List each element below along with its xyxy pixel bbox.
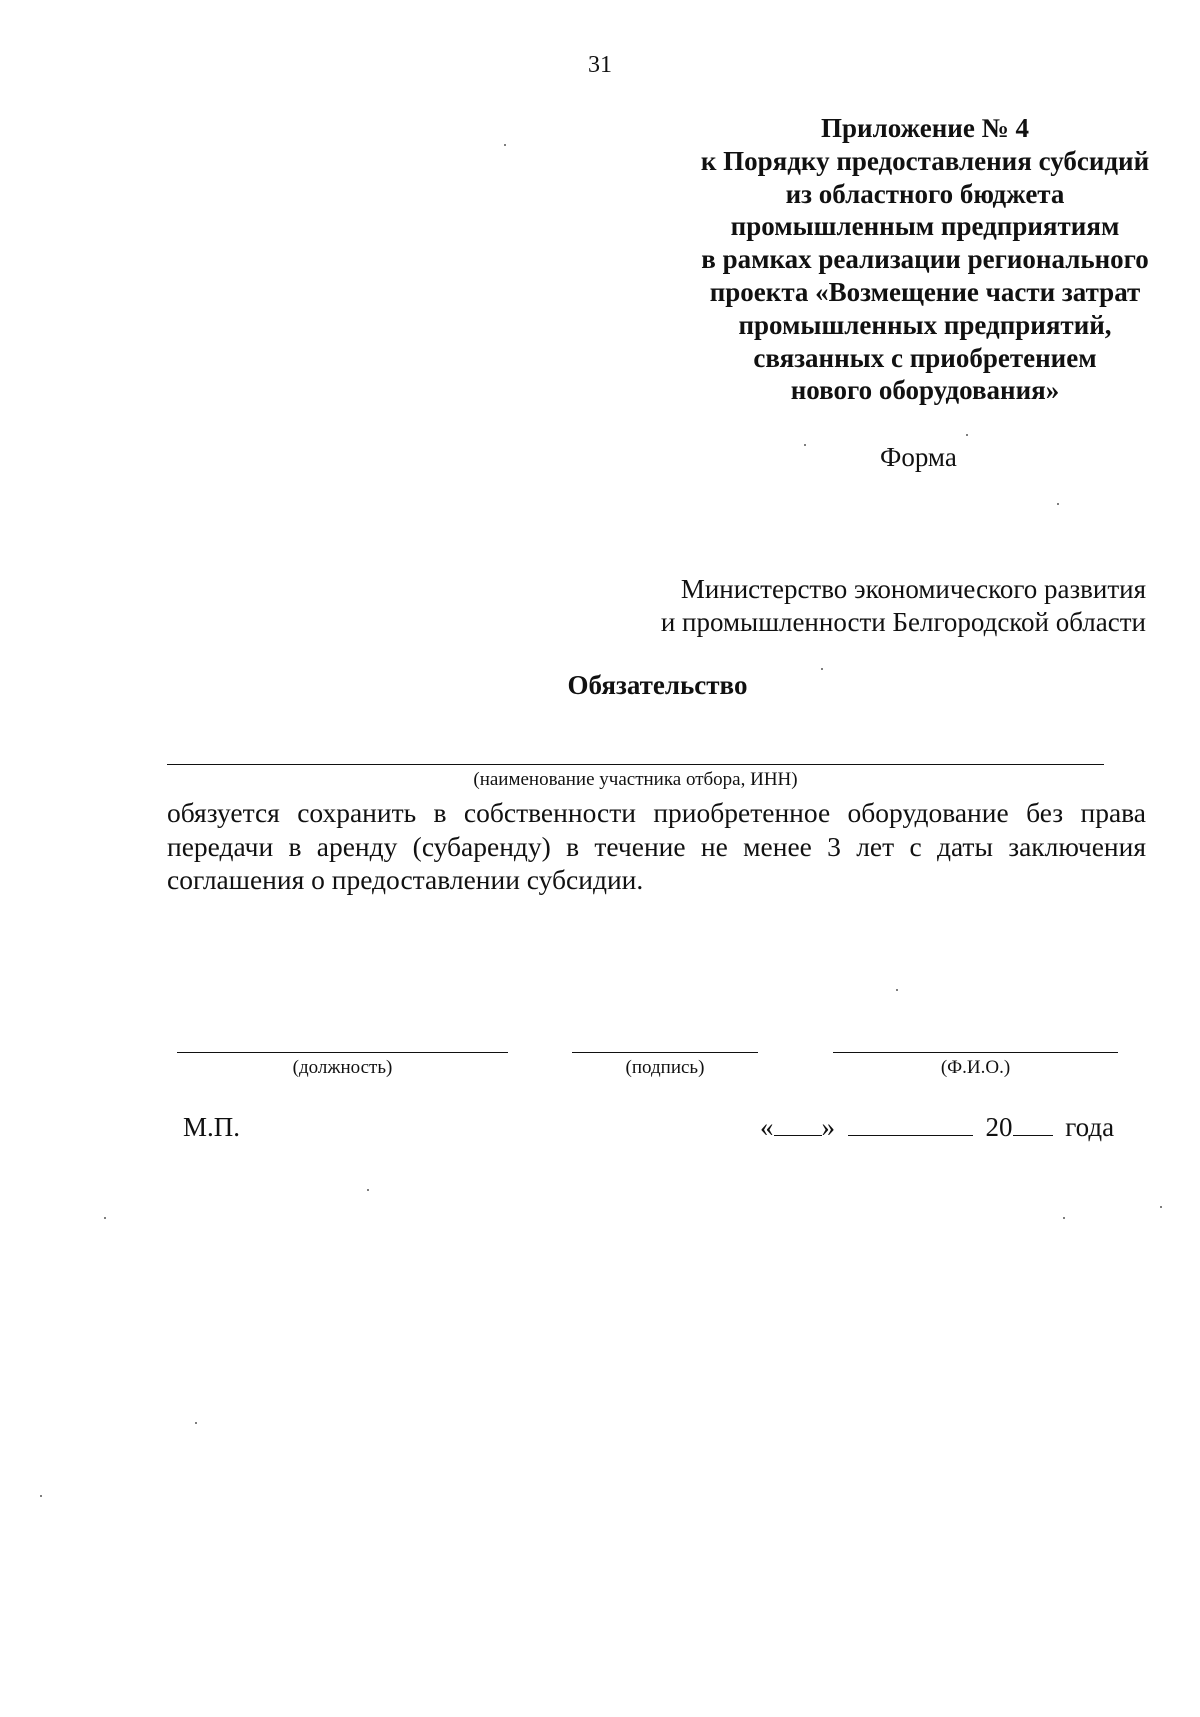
signature-caption: (подпись) [625,1057,705,1078]
name-fill-line[interactable] [833,1052,1118,1053]
date-close-quote: » [821,1112,835,1142]
scan-speck [1057,503,1059,505]
addressee-line: и промышленности Белгородской области [660,607,1146,637]
commitment-line: обязуется сохранить в собственности приобретенное оборудование без права [167,797,1146,828]
commitment-text [167,796,1146,897]
stamp-place-label: М.П. [183,1112,241,1142]
scan-speck [195,1422,197,1424]
date-line [760,1112,1114,1143]
participant-fill-line[interactable] [167,764,1104,765]
scan-speck [804,444,806,446]
appendix-line: из областного бюджета [785,178,1065,209]
scan-speck [896,989,898,991]
date-century: 20 [985,1112,1013,1142]
position-fill-line[interactable] [177,1052,508,1053]
scan-speck [40,1495,42,1497]
year-fill-blank[interactable] [1013,1113,1053,1136]
appendix-line: промышленных предприятий, [738,309,1112,340]
document-title: Обязательство [567,670,748,700]
appendix-header [650,112,1200,407]
scan-speck [966,434,968,436]
scan-speck [1063,1217,1065,1219]
month-fill-blank[interactable] [848,1113,973,1136]
position-caption: (должность) [292,1057,393,1078]
appendix-title: Приложение № 4 [821,113,1029,143]
day-fill-blank[interactable] [774,1113,822,1136]
appendix-line: нового оборудования» [790,375,1060,406]
scan-speck [1160,1206,1162,1208]
appendix-line: проекта «Возмещение части затрат [709,276,1141,307]
appendix-line: связанных с приобретением [753,342,1097,373]
scan-speck [367,1189,369,1191]
date-year-word: года [1065,1112,1115,1142]
participant-caption: (наименование участника отбора, ИНН) [473,769,798,790]
scan-speck [104,1217,106,1219]
page-number: 31 [588,52,612,78]
addressee [520,573,1146,639]
signature-fill-line[interactable] [572,1052,758,1053]
form-label: Форма [880,442,957,472]
commitment-line: передачи в аренду (субаренду) в течение не менее 3 лет с даты заключения [167,830,1146,862]
appendix-line: к Порядку предоставления субсидий [700,145,1150,176]
appendix-line: промышленным предприятиям [730,211,1120,242]
name-caption: (Ф.И.О.) [940,1057,1011,1078]
scan-speck [504,144,506,146]
appendix-line: в рамках реализации регионального [701,244,1149,275]
date-open-quote: « [760,1112,774,1142]
commitment-line: соглашения о предоставлении субсидии. [167,864,644,895]
addressee-line: Министерство экономического развития [680,574,1146,604]
scan-speck [821,668,823,670]
